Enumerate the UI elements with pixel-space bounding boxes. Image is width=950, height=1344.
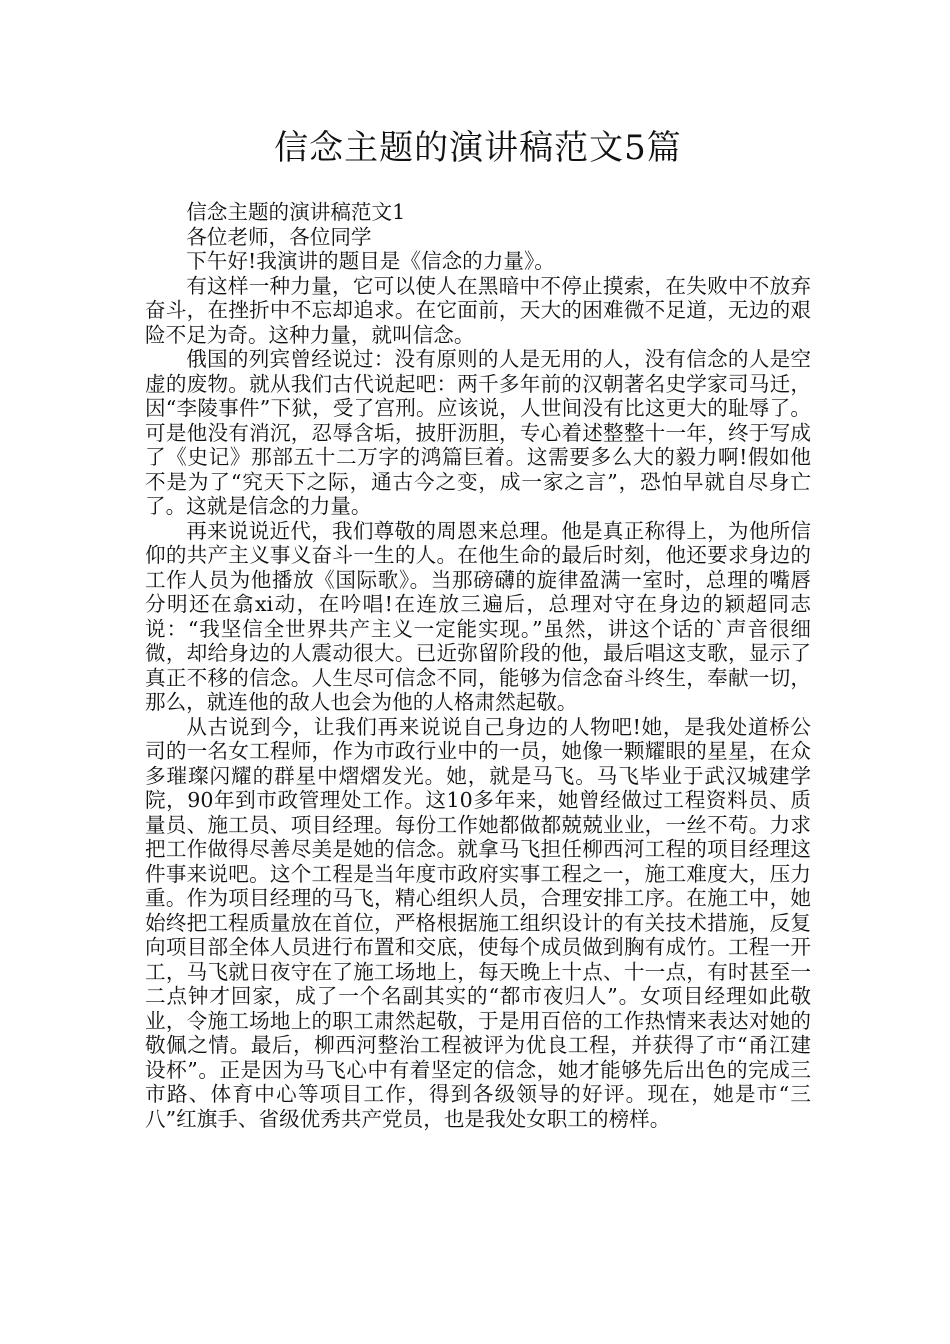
paragraph-body: 有这样一种力量，它可以使人在黑暗中不停止摸索，在失败中不放弃奋斗，在挫折中不忘却追求。在它面前，天大的困难微不足道，无边的艰险不足为奇。这种力量，就叫信念。	[145, 273, 811, 347]
paragraph-greeting: 各位老师，各位同学	[186, 224, 372, 249]
document-page	[145, 120, 811, 1131]
paragraph-subtitle: 信念主题的演讲稿范文1	[186, 200, 406, 224]
document-title: 信念主题的演讲稿范文5篇	[274, 128, 682, 168]
paragraph-intro: 下午好!我演讲的题目是《信念的力量》。	[186, 249, 555, 273]
paragraph-body: 再来说说近代，我们尊敬的周恩来总理。他是真正称得上，为他所信仰的共产主义事义奋斗一生的人。在他生命的最后时刻，他还要求身边的工作人员为他播放《国际歌》。当那磅礴的旋律盈满一室时，总理的嘴唇分明还在翕xi动，在吟唱!在连放三遍后，总理对守在身边的颖超同志说：“我坚信全世界共产主义一定能实现。”虽然，讲这个话的`声音很细微，却给身边的人震动很大。已近弥留阶段的他，最后唱这支歌，显示了真正不移的信念。人生尽可信念不同，能够为信念奋斗终生，奉献一切，那么，就连他的敌人也会为他的人格肃然起敬。	[145, 518, 811, 714]
paragraph-body: 从古说到今，让我们再来说说自己身边的人物吧!她，是我处道桥公司的一名女工程师，作为市政行业中的一员，她像一颗耀眼的星星，在众多璀璨闪耀的群星中熠熠发光。她，就是马飞。马飞毕业于武汉城建学院，90年到市政管理处工作。这10多年来，她曾经做过工程资料员、质量员、施工员、项目经理。每份工作她都做都兢兢业业，一丝不苟。力求把工作做得尽善尽美是她的信念。就拿马飞担任柳西河工程的项目经理这件事来说吧。这个工程是当年度市政府实事工程之一，施工难度大，压力重。作为项目经理的马飞，精心组织人员，合理安排工序。在施工中，她始终把工程质量放在首位，严格根据施工组织设计的有关技术措施，反复向项目部全体人员进行布置和交底，使每个成员做到胸有成竹。工程一开工，马飞就日夜守在了施工场地上，每天晚上十点、十一点，有时甚至一二点钟才回家，成了一个名副其实的“都市夜归人”。女项目经理如此敬业，令施工场地上的职工肃然起敬，于是用百倍的工作热情来表达对她的敬佩之情。最后，柳西河整治工程被评为优良工程，并获得了市“甬江建设杯”。正是因为马飞心中有着坚定的信念，她才能够先后出色的完成三市路、体育中心等项目工作，得到各级领导的好评。现在，她是市“三八”红旗手、省级优秀共产党员，也是我处女职工的榜样。	[145, 714, 811, 1131]
paragraph-body: 俄国的列宾曾经说过：没有原则的人是无用的人，没有信念的人是空虚的废物。就从我们古代说起吧：两千多年前的汉朝著名史学家司马迁，因“李陵事件”下狱，受了宫刑。应该说，人世间没有比这更大的耻辱了。可是他没有消沉，忍辱含垢，披肝沥胆，专心着述整整十一年，终于写成了《史记》那部五十二万字的鸿篇巨着。这需要多么大的毅力啊!假如他不是为了“究天下之际，通古今之变，成一家之言”，恐怕早就自尽身亡了。这就是信念的力量。	[145, 347, 811, 518]
